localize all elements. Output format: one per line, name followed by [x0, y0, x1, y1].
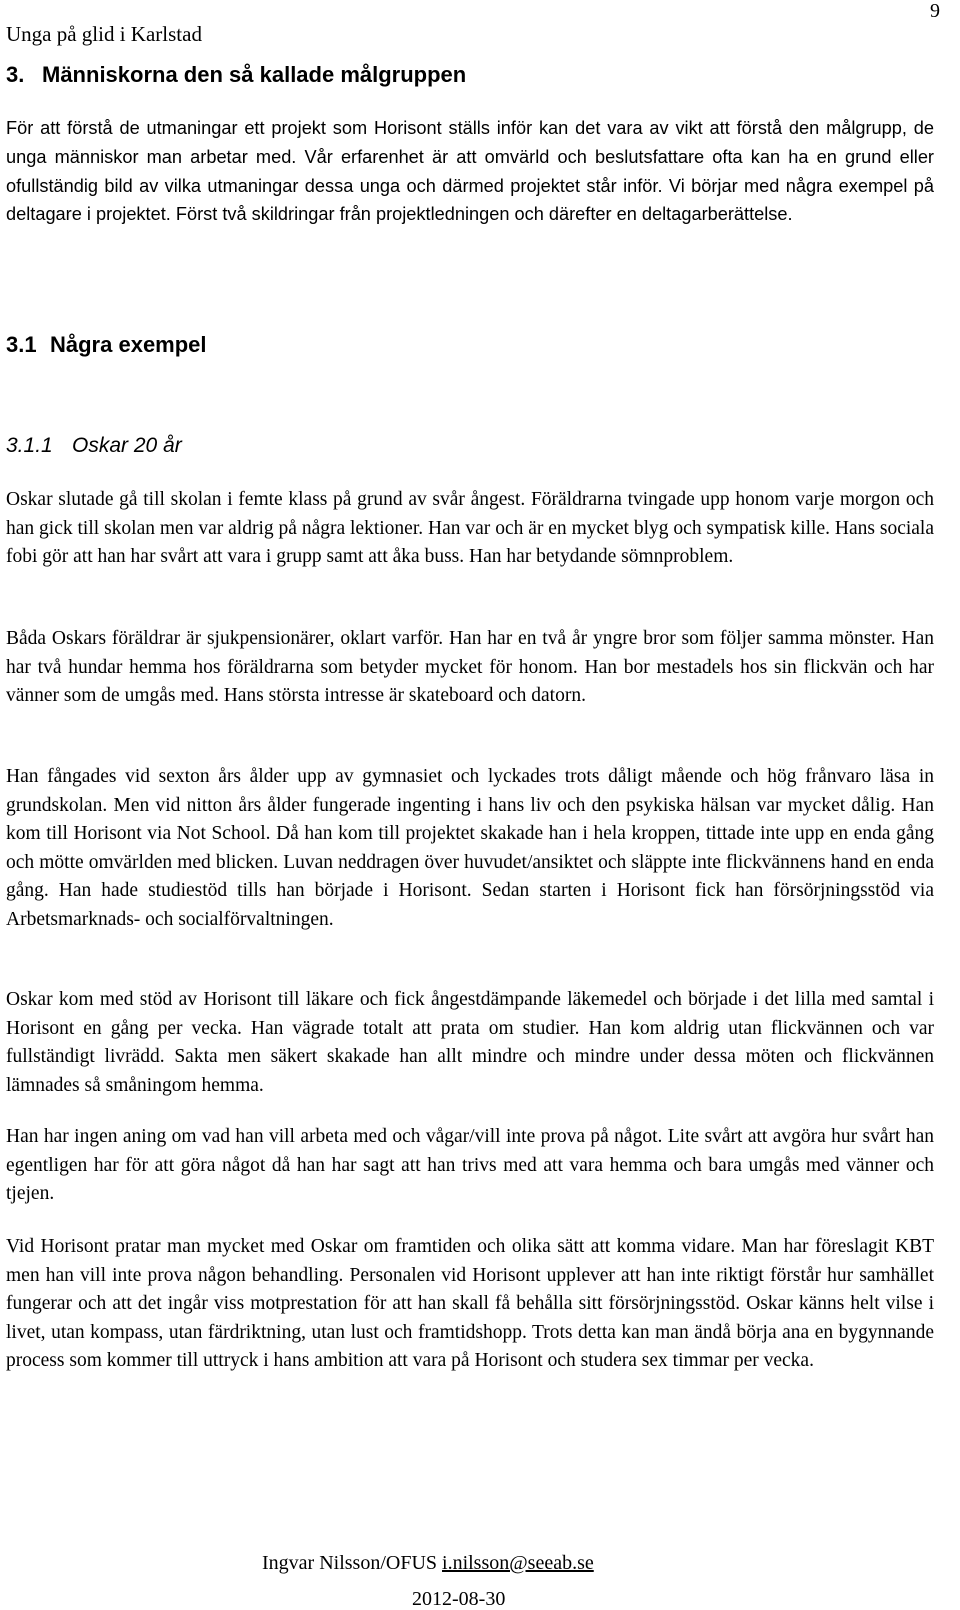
section-title: Människorna den så kallade målgruppen — [42, 62, 467, 87]
body-paragraph: Oskar slutade gå till skolan i femte klass på grund av svår ångest. Föräldrarna tvingade upp honom varje morgon och han gick till skolan men var aldrig på några lektioner. Han var och är en mycket blyg och sympatisk kille. Hans sociala fobi gör att han har svårt att vara i grupp samt att åka buss. Han har betydande sömnproblem. — [6, 489, 934, 568]
body-paragraph: Båda Oskars föräldrar är sjukpensionärer, oklart varför. Han har en två år yngre bror som följer samma mönster. Han har två hundar hemma hos föräldrarna som betyder mycket för honom. Han bor mestadels hos sin flickvän och har vänner som de umgås med. Hans största intresse är skateboard och datorn. — [6, 628, 934, 707]
body-paragraph: Han fångades vid sexton års ålder upp av gymnasiet och lyckades trots dåligt mående och hög frånvaro läsa in grundskolan. Men vid nitton års ålder fungerade ingenting i hans liv och den psykiska hälsan var mycket dålig. Han kom till Horisont via Not School. Då han kom till projektet skakade han i hela kroppen, tittade inte upp en enda gång och mötte omvärlden med blicken. Luvan neddragen över huvudet/ansiktet och släppte inte flickvännens hand en enda gång. Han hade studiestöd tills han började i Horisont. Sedan starten i Horisont fick han försörjningsstöd via Arbetsmarknads- och socialförvaltningen. — [6, 766, 934, 930]
subsection-title: Några exempel — [50, 332, 207, 357]
footer-email-link[interactable]: i.nilsson@seeab.se — [442, 1552, 594, 1574]
subsubsection-heading — [6, 434, 182, 458]
subsection-number: 3.1 — [6, 332, 37, 357]
subsubsection-number: 3.1.1 — [6, 434, 53, 457]
footer-author-line — [262, 1552, 594, 1575]
running-header-title: Unga på glid i Karlstad — [6, 22, 202, 46]
body-paragraph: Han har ingen aning om vad han vill arbeta med och vågar/vill inte prova på något. Lite svårt att avgöra hur svårt han egentligen har för att göra något då han har sagt att han trivs med att vara hemma och bara umgås med vänner och tjejen. — [6, 1126, 934, 1205]
subsection-heading — [6, 332, 207, 358]
subsubsection-title: Oskar 20 år — [72, 434, 182, 457]
body-paragraph: Oskar kom med stöd av Horisont till läkare och fick ångestdämpande läkemedel och började i det lilla med samtal i Horisont en gång per vecka. Han vägrade totalt att prata om studier. Han kom aldrig utan flickvännen och var fullständigt livrädd. Sakta men säkert skakade han allt mindre och mindre under dessa möten och flickvännen lämnades så småningom hemma. — [6, 989, 934, 1096]
section-number: 3. — [6, 62, 25, 87]
body-paragraph: Vid Horisont pratar man mycket med Oskar om framtiden och olika sätt att komma vidare. Man har föreslagit KBT men han vill inte prova någon behandling. Personalen vid Horisont upplever att han inte riktigt förstår hur samhället fungerar och att det ingår viss motprestation för att han skall få behålla sitt försörjningsstöd. Oskar känns helt vilse i livet, utan kompass, utan färdriktning, utan lust och framtidshopp. Trots detta kan man ändå börja ana en bygynnande process som kommer till uttryck i hans ambition att vara på Horisont och studera sex timmar per vecka. — [6, 1236, 934, 1372]
footer-date: 2012-08-30 — [412, 1588, 506, 1610]
section-intro-paragraph: För att förstå de utmaningar ett projekt som Horisont ställs inför kan det vara av vikt att förstå den målgrupp, de unga människor man arbetar med. Vår erfarenhet är att omvärld och beslutsfattare ofta kan ha en grund eller ofullständig bild av vilka utmaningar dessa unga och därmed projektet står inför. Vi börjar med några exempel på deltagare i projektet. Först två skildringar från projektledningen och därefter en deltagarberättelse. — [6, 118, 934, 225]
section-heading — [6, 62, 466, 88]
page-number: 9 — [930, 0, 940, 22]
footer-author: Ingvar Nilsson/OFUS — [262, 1552, 438, 1574]
